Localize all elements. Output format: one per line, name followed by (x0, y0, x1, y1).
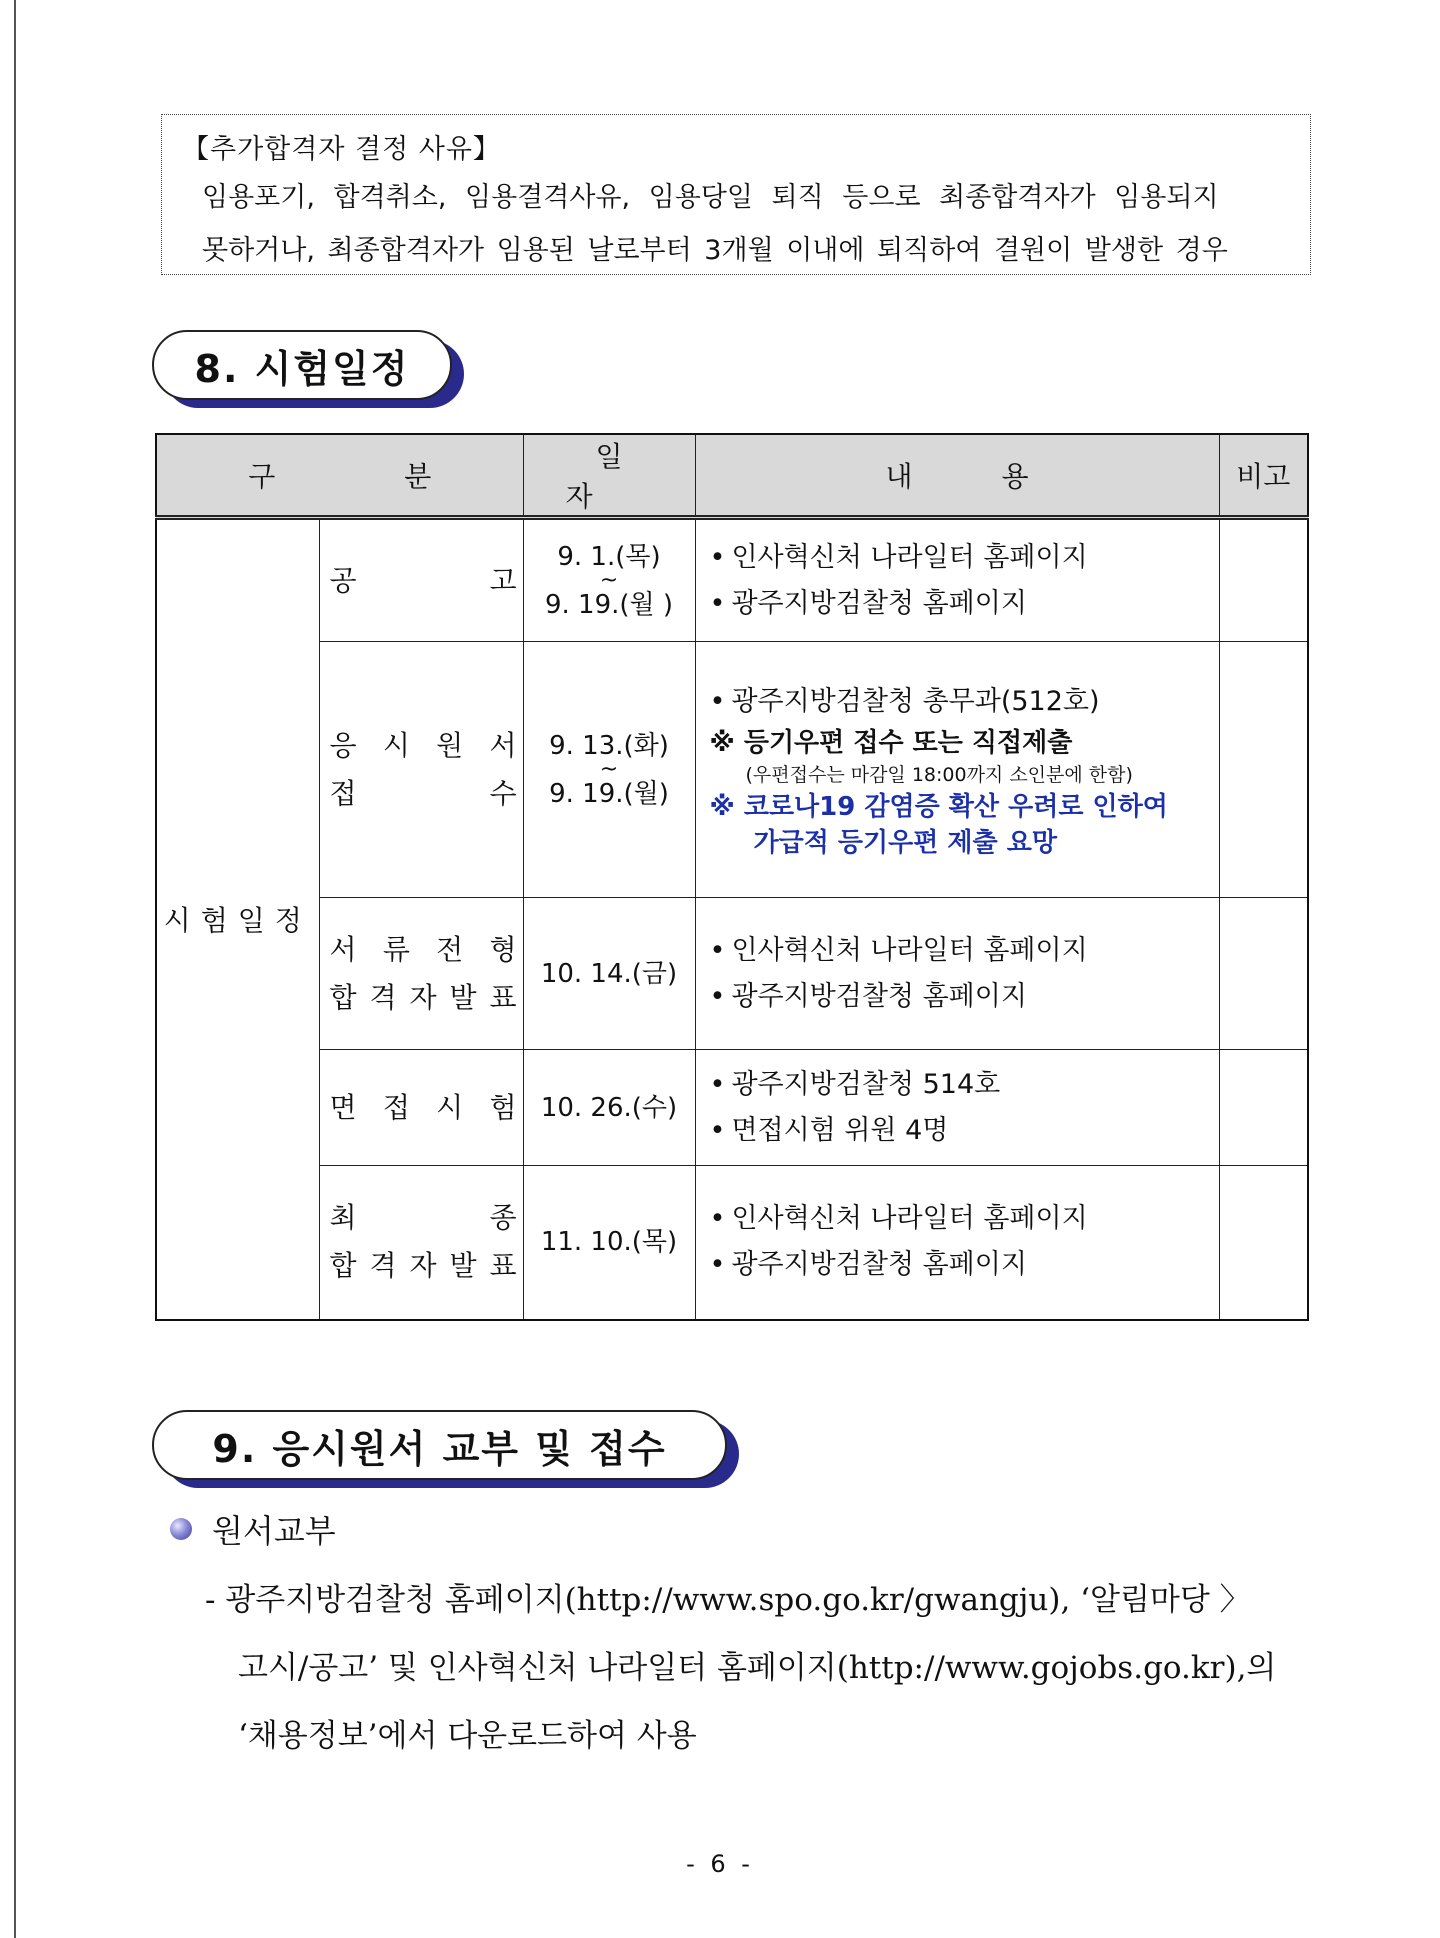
item-char: 전 (436, 932, 464, 966)
item-char: 합 (329, 1249, 357, 1283)
item-char: 자 (409, 1249, 437, 1283)
date-start: 9. 13.(화) (549, 730, 669, 761)
item-char: 서 (329, 932, 357, 966)
item-cell (319, 1166, 523, 1320)
header-category: 구 분 (156, 434, 523, 518)
item-char: 종 (489, 1201, 517, 1235)
item-char: 원 (436, 728, 464, 762)
distribution-line-3: ‘채용정보’에서 다운로드하여 사용 (238, 1718, 697, 1754)
item-char: 험 (489, 1090, 517, 1124)
table-row (156, 642, 1308, 898)
notice-line-2: 못하거나, 최종합격자가 임용된 날로부터 3개월 이내에 퇴직하여 결원이 발생한 경우 (202, 235, 1228, 266)
item-char: 류 (382, 932, 410, 966)
category-cell: 시험일정 (156, 518, 319, 1320)
item-char: 고 (489, 563, 517, 597)
table-header-row (156, 434, 1308, 518)
header-content: 내 용 (695, 434, 1219, 518)
exam-schedule-table (155, 433, 1309, 1321)
content-bullet: • 광주지방검찰청 총무과(512호) (710, 679, 1219, 725)
section-8-title: 8. 시험일정 (194, 346, 410, 391)
content-bullet: • 광주지방검찰청 홈페이지 (710, 1242, 1219, 1288)
date-cell: 10. 14.(금) (523, 898, 695, 1050)
covid-note-continued: 가급적 등기우편 제출 요망 (753, 827, 1057, 858)
item-char: 발 (449, 1249, 477, 1283)
item-char: 접 (382, 1090, 410, 1124)
table-row (156, 518, 1308, 642)
item-char: 공 (329, 563, 357, 597)
content-cell (695, 1050, 1219, 1166)
content-cell (695, 642, 1219, 898)
section-9-title: 9. 응시원서 교부 및 접수 (212, 1426, 667, 1471)
bullet-ball-icon (170, 1518, 192, 1540)
remark-cell (1219, 898, 1308, 1050)
item-char: 표 (489, 980, 517, 1014)
date-cell (523, 518, 695, 642)
date-cell (523, 642, 695, 898)
page-edge (14, 0, 16, 1938)
item-char: 접 (329, 776, 357, 810)
item-char: 서 (489, 728, 517, 762)
item-cell (319, 898, 523, 1050)
item-cell (319, 518, 523, 642)
postmark-note: (우편접수는 마감일 18:00까지 소인분에 한함) (745, 763, 1133, 786)
section-9-header (152, 1410, 727, 1480)
subheading-text: 원서교부 (212, 1512, 336, 1550)
table-row (156, 898, 1308, 1050)
date-end: 9. 19.(월) (549, 778, 669, 809)
date-cell: 10. 26.(수) (523, 1050, 695, 1166)
item-char: 수 (489, 776, 517, 810)
remark-cell (1219, 1050, 1308, 1166)
remark-cell (1219, 1166, 1308, 1320)
additional-pass-notice-box (161, 114, 1311, 275)
content-bullet: • 인사혁신처 나라일터 홈페이지 (710, 535, 1219, 581)
notice-title: 【추가합격자 결정 사유】 (182, 134, 501, 165)
item-char: 발 (449, 980, 477, 1014)
date-start: 9. 1.(목) (557, 541, 661, 572)
section-8-header (152, 330, 452, 400)
content-cell (695, 518, 1219, 642)
item-char: 자 (409, 980, 437, 1014)
remark-cell (1219, 642, 1308, 898)
header-remark: 비고 (1219, 434, 1308, 518)
page-number: - 6 - (686, 1850, 754, 1878)
table-row (156, 1050, 1308, 1166)
item-char: 표 (489, 1249, 517, 1283)
item-char: 응 (329, 728, 357, 762)
item-char: 시 (382, 728, 410, 762)
item-char: 합 (329, 980, 357, 1014)
header-date: 일 자 (523, 434, 695, 518)
content-cell (695, 898, 1219, 1050)
item-cell (319, 642, 523, 898)
item-char: 격 (369, 980, 397, 1014)
distribution-line-2: 고시/공고’ 및 인사혁신처 나라일터 홈페이지(http://www.gojobs.go.kr),의 (238, 1650, 1277, 1686)
content-bullet: • 인사혁신처 나라일터 홈페이지 (710, 928, 1219, 974)
item-char: 시 (436, 1090, 464, 1124)
content-bullet: • 인사혁신처 나라일터 홈페이지 (710, 1196, 1219, 1242)
registered-mail-note: ※ 등기우편 접수 또는 직접제출 (709, 727, 1073, 758)
content-bullet: • 광주지방검찰청 홈페이지 (710, 581, 1219, 627)
item-cell (319, 1050, 523, 1166)
date-end: 9. 19.(월 ) (544, 589, 674, 620)
date-range-separator: ~ (599, 567, 619, 593)
item-char: 격 (369, 1249, 397, 1283)
content-cell (695, 1166, 1219, 1320)
content-bullet: • 광주지방검찰청 홈페이지 (710, 974, 1219, 1020)
date-cell: 11. 10.(목) (523, 1166, 695, 1320)
notice-line-1: 임용포기, 합격취소, 임용결격사유, 임용당일 퇴직 등으로 최종합격자가 임용되지 (202, 182, 1219, 213)
item-char: 최 (329, 1201, 357, 1235)
date-range-separator: ~ (599, 756, 619, 782)
remark-cell (1219, 518, 1308, 642)
item-char: 면 (329, 1090, 357, 1124)
content-bullet: • 면접시험 위원 4명 (710, 1108, 1219, 1154)
content-bullet: • 광주지방검찰청 514호 (710, 1062, 1219, 1108)
subheading-application-distribution (170, 1506, 336, 1552)
table-row (156, 1166, 1308, 1320)
distribution-line-1: - 광주지방검찰청 홈페이지(http://www.spo.go.kr/gwangju), ‘알림마당 〉 (205, 1582, 1251, 1618)
covid-note: ※ 코로나19 감염증 확산 우려로 인하여 (709, 791, 1168, 822)
item-char: 형 (489, 932, 517, 966)
